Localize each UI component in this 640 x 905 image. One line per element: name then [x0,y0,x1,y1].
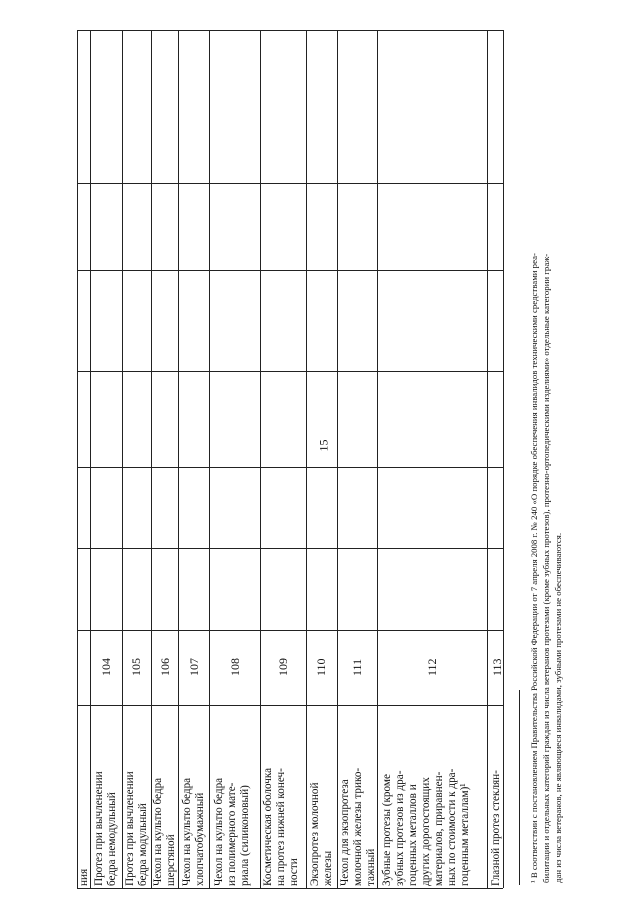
table-border [77,270,503,271]
table-border [306,30,307,888]
table-cell-name: Зубные протезы (кроме зубных протезов из дра- гоценных металлов и других дорогостоящих материалов, приравнен- ных по стоимости к дра- гоценным металлам)¹ [381,768,471,886]
table-cell-number: 106 [158,658,172,676]
table-border [77,467,503,468]
table-cell-name: Протез при вычленении бедра модульный [124,771,149,886]
footnote-line: ¹ В соответствии с постановлением Правительства Российской Федерации от 7 апреля 2008 г. № 240 «О порядке обеспечения инвалидов техническими средствами реа- [529,253,539,883]
table-cell-number: 109 [276,658,290,676]
table-border [77,630,503,631]
table-border [377,30,378,888]
table-cell-name: Протез при вычленении бедра немодульный [93,771,118,886]
footnote-line: дан из числа ветеранов, не являющиеся инвалидами, зубными протезами не обеспечиваются. [553,532,563,883]
table-border [77,705,503,706]
table-cell-number: 104 [99,658,113,676]
table-cell-name: Чехол на культю бедра хлопчатобумажный [181,777,206,886]
table-border [487,30,488,888]
footnote-line: билитации и отдельных категорий граждан из числа ветеранов протезами (кроме зубных протезов), протезно-ортопедическими изделиями» отдельные категории граж- [541,253,551,883]
table-cell-name: Чехол на культю бедра из полимерного мате- риала (силиконовый) [213,777,251,886]
table-cell-number: 112 [425,658,439,676]
header-fragment: ния [78,868,90,886]
table-cell-number: 110 [314,658,328,676]
table-border [151,30,152,888]
table-cell-name: Глазной протез стеклян- [490,770,502,886]
footnote-separator [519,690,520,885]
table-border [77,30,503,31]
table-border [77,30,78,888]
page-number: 15 [316,439,331,452]
table-cell-name: Чехол для экзопротеза молочной железы трико- тажный [339,767,377,886]
table-cell-number: 108 [228,658,242,676]
table-cell-number: 105 [129,658,143,676]
table-cell-number: 111 [350,658,364,676]
table-cell-number: 107 [187,658,201,676]
table-border [178,30,179,888]
table-border [503,30,504,888]
table-border [77,371,503,372]
table-border [77,183,503,184]
table-border [209,30,210,888]
table-border [260,30,261,888]
table-cell-name: Экзопротез молочной железы [309,782,334,886]
table-border [77,888,503,889]
table-border [90,30,91,888]
table-cell-name: Чехол на культю бедра шерстяной [152,777,177,886]
table-border [337,30,338,888]
table-cell-name: Косметическая оболочка на протез нижней конеч- ности [262,767,300,886]
table-border [77,548,503,549]
table-border [122,30,123,888]
table-cell-number: 113 [490,658,504,676]
